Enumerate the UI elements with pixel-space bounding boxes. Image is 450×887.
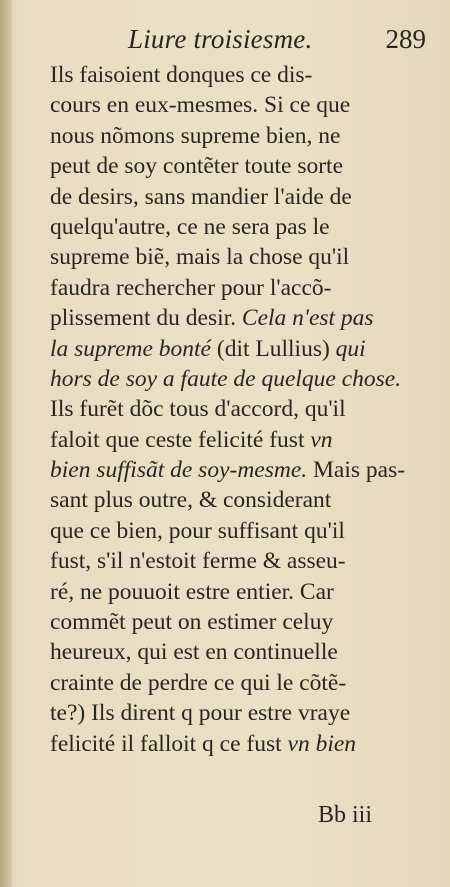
text-line: faudra rechercher pour l'accõ- (50, 274, 332, 301)
page-header (0, 24, 450, 64)
text-line: supreme biẽ, mais la chose qu'il (50, 244, 350, 271)
text-line (50, 303, 430, 333)
text-line: cours en eux-mesmes. Si ce que (50, 92, 351, 119)
text-line: hors de soy a faute de quelque chose. (50, 365, 402, 392)
text-segment: faloit que ceste felicité fust (50, 426, 305, 453)
text-line: crainte de perdre ce qui le cõtẽ- (50, 669, 347, 696)
running-title: Liure troisiesme. (128, 24, 313, 54)
text-line: commẽt peut on estimer celuy (50, 609, 334, 636)
binding-gutter (0, 0, 12, 887)
italic-text: Cela n'est pas (241, 305, 374, 332)
text-line: sant plus outre, & considerant (50, 487, 332, 514)
text-line: heureux, qui est en continuelle (50, 639, 338, 666)
text-line: peut de soy contẽter toute sorte (50, 153, 344, 180)
italic-text: la supreme bonté (50, 335, 211, 362)
signature-mark: Bb iii (317, 802, 372, 828)
italic-text: vn (310, 426, 333, 453)
text-segment: Mais pas- (307, 457, 406, 484)
text-line (50, 729, 430, 759)
text-line: ré, ne pouuoit estre entier. Car (50, 578, 334, 605)
text-line (50, 455, 430, 485)
text-segment: felicité il falloit q ce fust (50, 730, 282, 757)
text-line: Ils furẽt dõc tous d'accord, qu'il (50, 396, 346, 423)
text-line (50, 425, 430, 455)
text-segment: (dit Lullius) (211, 335, 336, 362)
text-line: Ils faisoient donques ce dis- (50, 62, 313, 88)
text-line: fust, s'il n'estoit ferme & asseu- (50, 548, 346, 575)
text-line: de desirs, sans mandier l'aide de (50, 183, 352, 210)
page-number: 289 (385, 24, 426, 54)
body-text (50, 60, 430, 759)
italic-text: bien suffisãt de soy-mesme. (50, 457, 308, 484)
italic-text: qui (335, 335, 366, 362)
text-line: quelqu'autre, ce ne sera pas le (50, 213, 330, 240)
text-line (50, 334, 430, 364)
text-segment: plissement du desir. (50, 305, 237, 332)
text-line: que ce bien, pour suffisant qu'il (50, 517, 345, 544)
text-line: nous nõmons supreme bien, ne (50, 122, 341, 149)
italic-text: vn bien (287, 730, 357, 757)
text-line: te?) Ils dirent q pour estre vraye (50, 700, 351, 727)
